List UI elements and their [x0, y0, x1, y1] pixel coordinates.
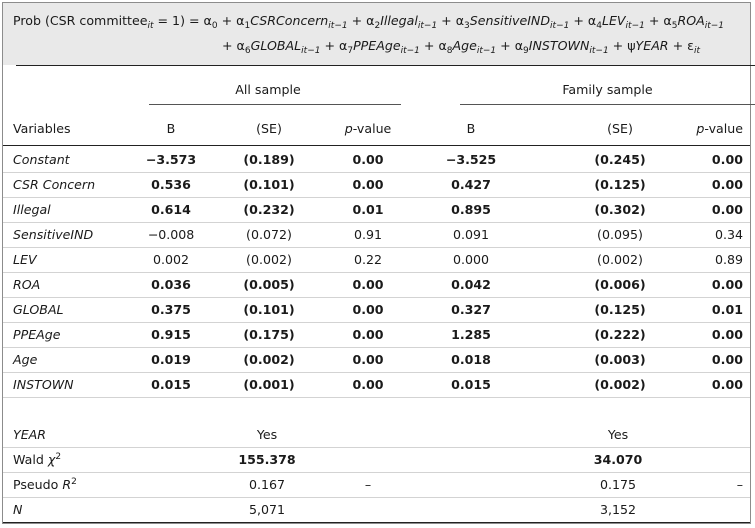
group-underline-all	[149, 104, 401, 105]
top-rule	[16, 65, 755, 66]
table-row	[3, 323, 750, 348]
se-family: (0.125)	[594, 302, 646, 317]
b-family: 1.285	[451, 327, 491, 342]
se-all: (0.001)	[243, 377, 295, 392]
table-row-pseudo-r2	[3, 473, 750, 498]
row-label: N	[13, 502, 23, 517]
p-family: 0.00	[711, 277, 743, 292]
row-label: Illegal	[13, 202, 51, 217]
se-all: (0.232)	[243, 202, 295, 217]
column-header-p-all: p-value	[344, 121, 392, 136]
p-all: 0.00	[352, 177, 384, 192]
n-family: 3,152	[599, 502, 637, 517]
p-all: 0.00	[352, 302, 384, 317]
b-all: 0.375	[151, 302, 191, 317]
table-row	[3, 298, 750, 323]
year-all: Yes	[256, 427, 278, 442]
regression-table	[2, 2, 751, 524]
wald-all: 155.378	[238, 452, 296, 467]
pseudo-r2-all: 0.167	[248, 477, 286, 492]
table-row-n	[3, 498, 750, 523]
row-label: INSTOWN	[13, 377, 74, 392]
p-family: 0.00	[711, 152, 743, 167]
table-row	[3, 348, 750, 373]
b-family: 0.895	[451, 202, 491, 217]
p-all: 0.00	[352, 152, 384, 167]
p-all: 0.22	[353, 252, 383, 267]
row-label: CSR Concern	[13, 177, 96, 192]
b-all: −3.573	[145, 152, 197, 167]
row-label: ROA	[13, 277, 41, 292]
p-all: 0.01	[352, 202, 384, 217]
p-family: 0.00	[711, 177, 743, 192]
b-all: 0.002	[152, 252, 190, 267]
pseudo-p-all: –	[364, 477, 372, 492]
row-label: Pseudo $R^2$	[13, 477, 77, 492]
se-all: (0.101)	[243, 302, 295, 317]
b-all: 0.015	[151, 377, 191, 392]
row-label: Constant	[13, 152, 70, 167]
se-family: (0.002)	[597, 252, 643, 267]
table-row	[3, 373, 750, 398]
column-header-b-family: B	[466, 121, 476, 136]
b-all: 0.915	[151, 327, 191, 342]
equation-line-1: Prob (CSR committee$_{it}$ = $1) = \alpha_0$ + $\alpha_1CSRConcern_{it-1}$ + $\alpha_2Illegal_{it-1}$ + $\alpha_3SensitiveIND_{it-1} + \alpha_4LEV_{it-1} + \alpha_5ROA_{it-1}$	[13, 13, 725, 31]
equation-header	[3, 3, 750, 65]
row-label: GLOBAL	[13, 302, 64, 317]
equation-line-2: + $\alpha_6GLOBAL_{it-1}$ + $\alpha_7PPEAge_{it-1} + \alpha_8Age_{it-1}$ + $\alpha_9INSTOWN_{it-1}$ + ψYEAR + $\varepsilon_{it}$	[222, 38, 700, 56]
table-row	[3, 173, 750, 198]
group-title-all-sample: All sample	[235, 82, 301, 97]
column-header-b-all: B	[166, 121, 176, 136]
p-family: 0.89	[714, 252, 743, 267]
se-family: (0.222)	[594, 327, 646, 342]
n-all: 5,071	[248, 502, 286, 517]
se-all: (0.072)	[246, 227, 292, 242]
group-title-family-sample: Family sample	[562, 82, 653, 97]
b-family: 0.000	[452, 252, 490, 267]
p-family: 0.01	[711, 302, 743, 317]
b-all: 0.019	[151, 352, 191, 367]
row-label: Age	[13, 352, 38, 367]
se-family: (0.002)	[594, 377, 646, 392]
table-row	[3, 148, 750, 173]
se-all: (0.175)	[243, 327, 295, 342]
column-header-p-family: p-value	[696, 121, 743, 136]
b-all: −0.008	[147, 227, 195, 242]
se-family: (0.245)	[594, 152, 646, 167]
se-all: (0.002)	[243, 352, 295, 367]
row-label: Wald $\chi^2$	[13, 452, 62, 467]
se-all: (0.002)	[246, 252, 292, 267]
table-row-wald	[3, 448, 750, 473]
p-family: 0.00	[711, 377, 743, 392]
pseudo-p-family: –	[736, 477, 743, 492]
p-family: 0.00	[711, 327, 743, 342]
b-family: −3.525	[445, 152, 497, 167]
year-family: Yes	[607, 427, 629, 442]
column-header-se-all: (SE)	[256, 121, 282, 136]
se-family: (0.006)	[594, 277, 646, 292]
table-row	[3, 273, 750, 298]
se-family: (0.095)	[597, 227, 643, 242]
b-family: 0.327	[451, 302, 491, 317]
column-header-variables: Variables	[13, 121, 71, 136]
p-family: 0.00	[711, 202, 743, 217]
b-family: 0.427	[451, 177, 491, 192]
header-rule	[3, 145, 750, 146]
table-row	[3, 248, 750, 273]
p-family: 0.34	[714, 227, 743, 242]
group-underline-family	[460, 104, 755, 105]
b-all: 0.036	[151, 277, 191, 292]
row-label: LEV	[13, 252, 37, 267]
b-all: 0.614	[151, 202, 191, 217]
wald-family: 34.070	[593, 452, 643, 467]
b-family: 0.015	[451, 377, 491, 392]
p-all: 0.00	[352, 352, 384, 367]
se-family: (0.302)	[594, 202, 646, 217]
row-label: PPEAge	[13, 327, 61, 342]
row-label: YEAR	[13, 427, 47, 442]
p-family: 0.00	[711, 352, 743, 367]
p-all: 0.91	[353, 227, 383, 242]
column-header-se-family: (SE)	[607, 121, 633, 136]
row-label: SensitiveIND	[13, 227, 94, 242]
table-row	[3, 223, 750, 248]
p-all: 0.00	[352, 327, 384, 342]
se-all: (0.189)	[243, 152, 295, 167]
b-all: 0.536	[151, 177, 191, 192]
table-row	[3, 198, 750, 223]
b-family: 0.042	[451, 277, 491, 292]
se-all: (0.005)	[243, 277, 295, 292]
se-family: (0.125)	[594, 177, 646, 192]
se-family: (0.003)	[594, 352, 646, 367]
b-family: 0.091	[452, 227, 490, 242]
p-all: 0.00	[352, 377, 384, 392]
p-all: 0.00	[352, 277, 384, 292]
se-all: (0.101)	[243, 177, 295, 192]
table-row-year	[3, 423, 750, 448]
b-family: 0.018	[451, 352, 491, 367]
pseudo-r2-family: 0.175	[599, 477, 637, 492]
